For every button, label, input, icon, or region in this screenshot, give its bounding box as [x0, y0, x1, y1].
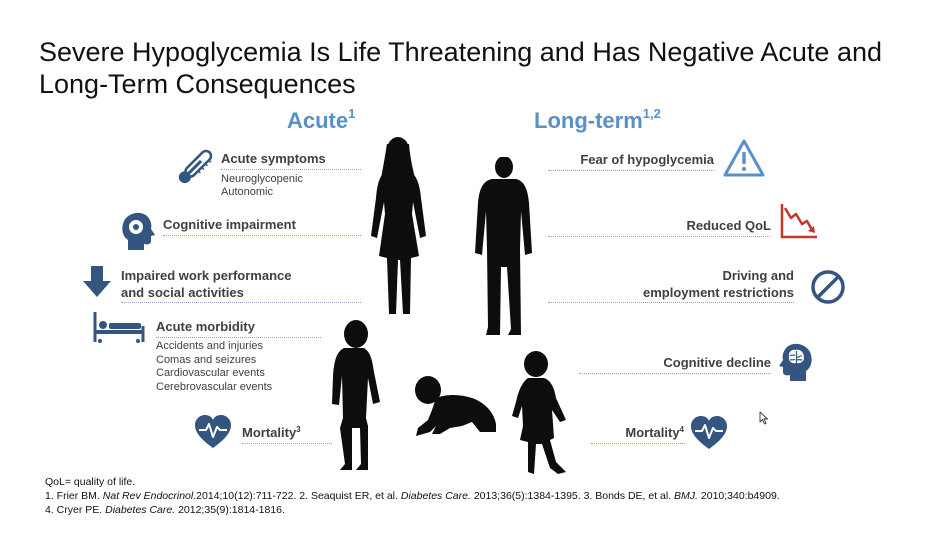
footnote-run: 1. Frier BM.: [45, 490, 103, 502]
cognitive-impairment-label: Cognitive impairment: [163, 217, 296, 232]
head-profile-icon: [120, 210, 156, 252]
boy-silhouette: [330, 318, 386, 474]
acute-mortality-label: Mortality$^3$: [242, 425, 301, 440]
footnote-run: Diabetes Care.: [400, 490, 471, 502]
impaired-work-label-2: and social activities: [121, 285, 244, 300]
acute-heading: Acute$^1$: [287, 106, 356, 133]
no-entry-icon: [810, 269, 846, 305]
divider: [163, 235, 361, 236]
man-silhouette: [470, 157, 540, 337]
toddler-silhouette: [510, 350, 574, 478]
acute-morbidity-label: Acute morbidity: [156, 319, 255, 334]
footnote-run: 2010;340:b4909.: [697, 490, 780, 502]
footnote-run: 2012;35(9):1814-1816.: [175, 504, 285, 516]
mouse-cursor-icon: [759, 411, 769, 425]
thermometer-icon: [172, 148, 216, 188]
divider: [548, 236, 770, 237]
footnote-run: Diabetes Care.: [105, 504, 176, 516]
morbidity-sub-4: Cerebrovascular events: [156, 380, 273, 393]
driving-label-2: employment restrictions: [643, 285, 794, 300]
woman-silhouette: [365, 136, 431, 322]
driving-label-1: Driving and: [722, 268, 794, 283]
footnote-run: BMJ.: [674, 490, 698, 502]
impaired-work-label-1: Impaired work performance: [121, 268, 292, 283]
footnote-qol: QoL= quality of life.: [45, 476, 136, 488]
declining-chart-icon: [779, 202, 819, 240]
fear-label: Fear of hypoglycemia: [580, 152, 714, 167]
footnote-run: Nat Rev Endocrinol.: [102, 490, 197, 502]
divider: [548, 170, 714, 171]
footnote-references-2: [45, 504, 285, 516]
morbidity-sub-1: Accidents and injuries: [156, 340, 264, 352]
longterm-mortality-label: Mortality$^4$: [625, 425, 684, 440]
cognitive-decline-label: Cognitive decline: [663, 355, 771, 370]
divider: [156, 337, 321, 338]
divider: [242, 443, 332, 444]
heart-pulse-icon: [690, 416, 728, 450]
down-arrow-icon: [83, 266, 111, 298]
divider: [579, 373, 771, 374]
slide-title: Severe Hypoglycemia Is Life Threatening and Has Negative Acute and Long-Term Consequences: [39, 37, 882, 99]
footnote-references-1: [45, 490, 780, 502]
longterm-heading: Long-term$^{1,2}$: [534, 106, 661, 133]
divider: [121, 302, 361, 303]
acute-symptoms-sub-2: Autonomic: [221, 186, 273, 198]
baby-crawling-silhouette: [410, 372, 500, 438]
brain-head-icon: [778, 341, 814, 383]
divider: [221, 169, 361, 170]
acute-symptoms-sub-1: Neuroglycopenic: [221, 173, 303, 185]
divider: [548, 302, 794, 303]
hospital-bed-icon: [92, 310, 146, 344]
reduced-qol-label: Reduced QoL: [686, 218, 771, 233]
footnote-run: 2013;36(5):1384-1395. 3. Bonds DE, et al.: [470, 490, 675, 502]
morbidity-sub-2: Comas and seizures: [156, 353, 257, 366]
acute-heading-ref: 1: [348, 106, 356, 121]
morbidity-sub-3: Cardiovascular events: [156, 367, 265, 379]
warning-triangle-icon: [722, 138, 766, 178]
longterm-heading-ref: 1,2: [642, 106, 661, 121]
acute-symptoms-label: Acute symptoms: [221, 151, 326, 166]
footnote-run: 4. Cryer PE.: [45, 504, 106, 516]
footnote-run: 2014;10(12):711-722. 2. Seaquist ER, et al.: [196, 490, 401, 502]
divider: [591, 443, 685, 444]
heart-pulse-icon: [194, 415, 232, 449]
